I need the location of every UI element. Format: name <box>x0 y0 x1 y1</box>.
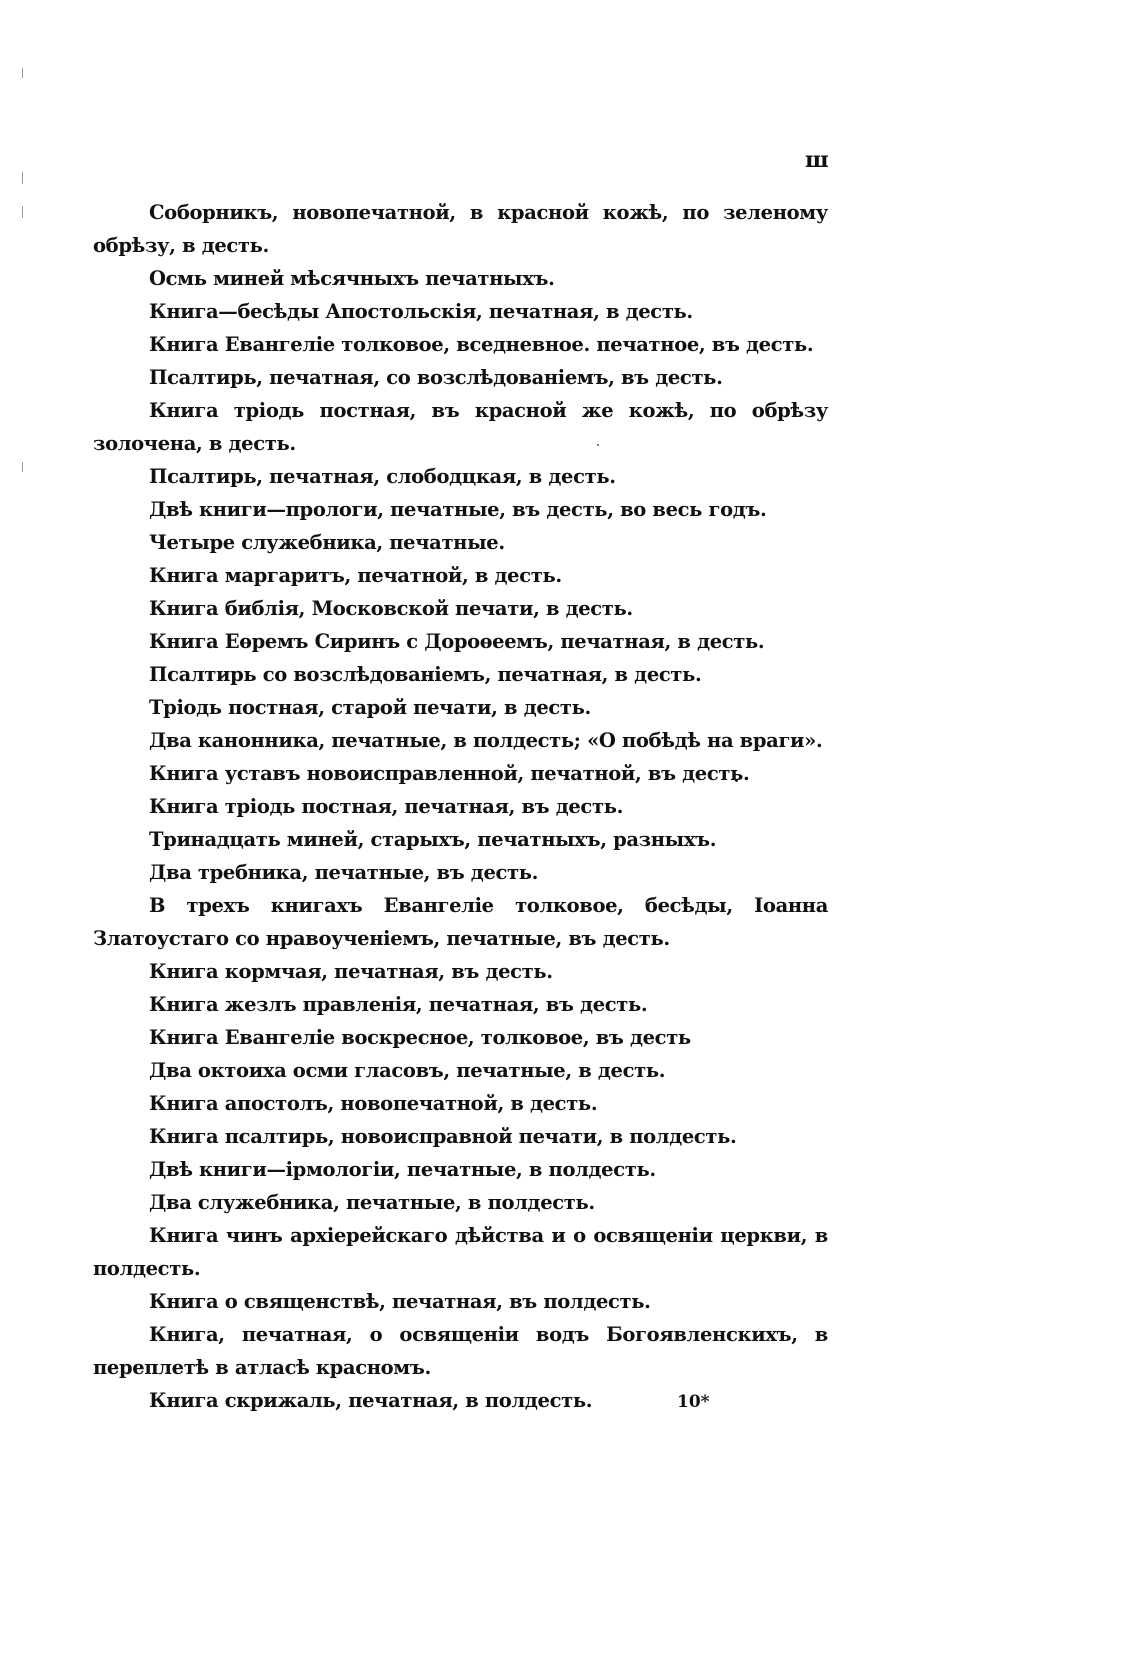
list-item: Книга кормчая, печатная, въ десть. <box>149 960 553 983</box>
list-item: Тринадцать миней, старыхъ, печатныхъ, разныхъ. <box>149 828 717 851</box>
scan-margin-mark <box>22 68 23 78</box>
list-item: Два требника, печатные, въ десть. <box>149 861 539 884</box>
list-item: Два октоиха осми гласовъ, печатные, в десть. <box>149 1059 666 1082</box>
list-item: Двѣ книги—прологи, печатные, въ десть, во весь годъ. <box>149 498 767 521</box>
list-item: Книга Евангеліе воскресное, толковое, въ десть <box>149 1026 691 1049</box>
list-item: Книга апостолъ, новопечатной, в десть. <box>149 1092 598 1115</box>
list-item: Книга тріодь постная, печатная, въ десть. <box>149 795 624 818</box>
list-item: Книга псалтирь, новоисправной печати, в полдесть. <box>149 1125 737 1148</box>
book-inventory-list <box>93 196 828 1417</box>
list-item: Книга, печатная, о освященіи водъ Богоявленскихъ, в переплетѣ в атласѣ красномъ. <box>93 1323 828 1379</box>
list-item: Тріодь постная, старой печати, в десть. <box>149 696 591 719</box>
scan-margin-mark <box>22 206 23 218</box>
list-item: Книга—бесѣды Апостольскія, печатная, в десть. <box>149 300 693 323</box>
list-item: Книга чинъ архіерейскаго дѣйства и о освященіи церкви, в полдесть. <box>93 1224 828 1280</box>
list-item: В трехъ книгахъ Евангеліе толковое, бесѣды, Іоанна Златоустаго со нравоученіемъ, печатные, въ десть. <box>93 894 828 950</box>
list-item: Псалтирь со возслѣдованіемъ, печатная, в десть. <box>149 663 702 686</box>
list-item: Два канонника, печатные, в полдесть; «О побѣдѣ на враги». <box>149 729 823 752</box>
printer-signature-mark: 10* <box>677 1392 710 1412</box>
list-item: Псалтирь, печатная, со возслѣдованіемъ, въ десть. <box>149 366 723 389</box>
list-item: Книга о священствѣ, печатная, въ полдесть. <box>149 1290 651 1313</box>
list-item: Книга Евангеліе толковое, вседневное. печатное, въ десть. <box>149 333 814 356</box>
list-item: Два служебника, печатные, в полдесть. <box>149 1191 595 1214</box>
list-item: Книга Еѳремъ Сиринъ с Дороѳеемъ, печатная, в десть. <box>149 630 765 653</box>
list-item: Четыре служебника, печатные. <box>149 531 505 554</box>
page-number: ш <box>805 147 829 173</box>
list-item: Книга уставъ новоисправленной, печатной, въ десть. <box>149 762 750 785</box>
list-item: Книга скрижаль, печатная, в полдесть. <box>149 1389 593 1412</box>
scan-margin-mark <box>22 462 23 472</box>
list-item: Книга библія, Московской печати, в десть. <box>149 597 633 620</box>
list-item: Двѣ книги—ірмологіи, печатные, в полдесть. <box>149 1158 656 1181</box>
scan-margin-mark <box>22 172 23 184</box>
list-item: Книга тріодь постная, въ красной же кожѣ, по обрѣзу золочена, в десть. <box>93 399 828 455</box>
list-item: Псалтирь, печатная, слободцкая, в десть. <box>149 465 616 488</box>
list-item: Осмь миней мѣсячныхъ печатныхъ. <box>149 267 555 290</box>
list-item: Книга маргаритъ, печатной, в десть. <box>149 564 562 587</box>
list-item: Книга жезлъ правленія, печатная, въ десть. <box>149 993 648 1016</box>
list-item: Соборникъ, новопечатной, в красной кожѣ, по зеленому обрѣзу, в десть. <box>93 201 828 257</box>
